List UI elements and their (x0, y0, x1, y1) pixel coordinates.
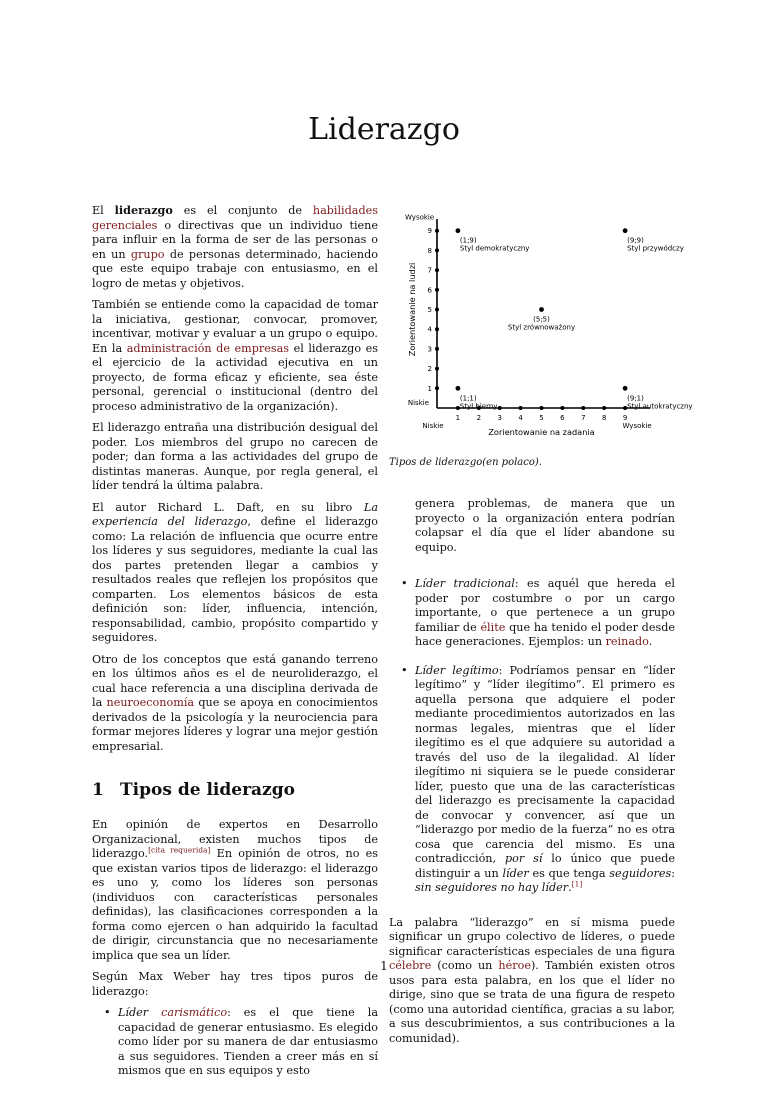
link-elite[interactable]: élite (480, 620, 506, 634)
x-tick-label: 3 (497, 414, 502, 422)
y-axis-high-label: Wysokie (405, 213, 435, 222)
y-tick-mark (435, 288, 439, 292)
data-point (456, 228, 461, 233)
x-axis-high-label: Wysokie (622, 422, 652, 430)
leader-types-list (92, 1006, 378, 1079)
x-tick-label: 5 (539, 414, 544, 422)
x-tick-label: 2 (476, 414, 482, 422)
figure-caption: Tipos de liderazgo(en polaco). (389, 457, 542, 468)
data-point-coord-label: (1;9) (459, 236, 477, 245)
x-tick-mark (581, 406, 585, 410)
data-point (456, 386, 461, 391)
x-axis-title: Zorientowanie na zadania (488, 427, 595, 437)
y-tick-label: 8 (427, 246, 432, 255)
y-axis-low-label: Niskie (407, 399, 429, 407)
leader-types-list-continued (389, 577, 675, 896)
link-administracion-de-empresas[interactable]: administración de empresas (126, 341, 290, 355)
link-habilidades-gerenciales[interactable]: habilidades gerenciales (92, 204, 378, 232)
data-point (539, 307, 544, 312)
citation-needed-link[interactable]: [cita requerida] (148, 845, 211, 855)
x-tick-mark (519, 406, 523, 410)
page-number: 1 (380, 959, 388, 973)
x-tick-mark (602, 406, 606, 410)
paragraph-weber: Según Max Weber hay tres tipos puros de liderazgo: (92, 970, 378, 998)
paragraph-daft: El autor Richard L. Daft, en su libro La experiencia del liderazgo, define el liderazgo como: La relación de influencia que ocurre entre los líderes y sus seguidores, mediante la cual las dos partes pretenden llegar a cambios y resultados reales que reflejen los propósitos que comparten. Los elementos básicos de esta definición son: líder, influencia, intención, responsabilidad, cambio, propósito compartido y seguidores. (92, 500, 378, 644)
y-tick-label: 5 (427, 306, 432, 314)
y-tick-mark (435, 386, 439, 390)
link-grupo[interactable]: grupo (130, 247, 165, 261)
link-carismatico[interactable]: carismático (161, 1006, 228, 1019)
paragraph-palabra: La palabra “liderazgo” en sí misma puede significar un grupo colectivo de líderes, o puede significar características especiales de una figura célebre (como un héroe). También existen otros usos para esta palabra, en los que el líder no dirige, sino que se trata de una figura de respeto (como una autoridad científica, gracias a su labor, a sus descubrimientos, a sus contribuciones a la comunidad). (389, 915, 675, 1045)
y-tick-label: 2 (427, 365, 432, 374)
paragraph-capacidad: También se entiende como la capacidad de tomar la iniciativa, gestionar, convocar, promover, incentivar, motivar y evaluar a un grupo o equipo. En la administración de empresas el liderazgo es el ejercicio de la actividad ejecutiva en un proyecto, de forma eficaz y eficiente, sea éste personal, gerencial o institucional (dentro del proceso administrativo de la organización). (92, 298, 379, 413)
x-tick-label: 1 (455, 414, 461, 422)
x-tick-mark (498, 406, 502, 410)
x-tick-mark (560, 406, 564, 410)
data-point (623, 228, 628, 233)
x-axis-low-label: Niskie (422, 422, 444, 430)
data-point (623, 386, 628, 391)
link-reinado[interactable]: reinado (605, 635, 649, 648)
paragraph-neuroliderazgo: Otro de los conceptos que está ganando terreno en los últimos años es el de neuroliderazgo, el cual hace referencia a una disciplina derivada de la neuroeconomía que se apoya en conocimientos derivados de la psicología y la neurociencia para formar mejores líderes y lograr una mejor gestión empresarial. (92, 652, 378, 753)
x-tick-label: 4 (518, 414, 523, 422)
section-heading: 1 Tipos de liderazgo (92, 780, 295, 800)
y-tick-mark (435, 308, 439, 312)
y-axis-title: Zorientowanie na ludzi (407, 262, 417, 357)
x-tick-mark (540, 406, 544, 410)
y-tick-mark (435, 229, 439, 233)
y-tick-mark (435, 327, 439, 331)
paragraph-tipos: En opinión de expertos en Desarrollo Organizacional, existen muchos tipos de liderazgo.[cita requerida] En opinión de otros, no es que existan varios tipos de liderazgo: el liderazgo es uno y, como los líderes son personas (individuos con características personales definidas), las clasificaciones corresponden a la forma como ejercen o han adquirido la facultad de dirigir, circunstancia que no necesariamente implica que sea un líder. (92, 818, 379, 962)
y-tick-mark (435, 268, 439, 272)
y-tick-label: 7 (427, 266, 432, 275)
data-point-style-label: Styl demokratyczny (459, 244, 530, 253)
x-tick-label: 7 (581, 414, 586, 422)
list-item-legitimo: • Líder legítimo: Podríamos pensar en “líder legítimo” y “líder ilegítimo”. El primero es aquella persona que adquiere el poder mediante procedimientos autorizados en las normas legales, mientras que el líder ilegítimo es el que adquiere su autoridad a través del uso de la ilegalidad. Al líder ilegítimo ni siquiera se le puede considerar líder, puesto que una de las características del liderazgo es precisamente la capacidad de convocar y convencer, así que un “liderazgo por medio de la fuerza” no es otra cosa que carencia del mismo. Es una contradicción, por sí lo único que puede distinguir a un líder es que tenga seguidores: sin seguidores no hay líder.[1] (415, 664, 675, 896)
leadership-grid-chart (389, 208, 693, 443)
list-item-carismatico: • Líder carismático: es el que tiene la capacidad de generar entusiasmo. Es elegido como líder por su manera de dar entusiasmo a sus seguidores. Tienden a creer más en sí mismos que en sus equipos y esto (118, 1006, 378, 1079)
data-point-coord-label: (9;1) (627, 394, 644, 403)
page-title: Liderazgo (308, 112, 460, 147)
data-point-style-label: Styl zrównoważony (507, 323, 576, 332)
paragraph-poder: El liderazgo entraña una distribución desigual del poder. Los miembros del grupo no carecen de poder; dan forma a las actividades del grupo de distintas maneras. Aunque, por regla general, el líder tendrá la última palabra. (92, 421, 378, 492)
link-neuroeconomia[interactable]: neuroeconomía (106, 696, 195, 709)
x-tick-label: 9 (622, 414, 628, 422)
data-point-coord-label: (5;5) (533, 315, 550, 324)
y-tick-mark (435, 367, 439, 371)
y-tick-label: 3 (427, 345, 432, 354)
data-point-style-label: Styl bierny (459, 402, 498, 411)
y-tick-mark (435, 347, 439, 351)
reference-1-link[interactable]: [1] (571, 879, 583, 889)
list-item-tradicional: • Líder tradicional: es aquél que hereda el poder por costumbre o por un cargo importante, o que pertenece a un grupo familiar de élite que ha tenido el poder desde hace generaciones. Ejemplos: un reinado. (415, 577, 675, 650)
data-point-coord-label: (9;9) (627, 236, 644, 245)
y-tick-mark (435, 248, 439, 252)
x-tick-label: 6 (560, 414, 565, 422)
y-tick-label: 9 (427, 227, 432, 236)
intro-paragraph: El liderazgo es el conjunto de habilidades gerenciales o directivas que un individuo tiene para influir en la forma de ser de las personas o en un grupo de personas determinado, haciendo que este equipo trabaje con entusiasmo, en el logro de metas y objetivos. (92, 203, 378, 290)
y-tick-label: 1 (427, 384, 432, 393)
data-point-style-label: Styl autokratyczny (627, 402, 693, 411)
y-tick-label: 6 (427, 286, 432, 295)
data-point-coord-label: (1;1) (459, 394, 477, 403)
data-point-style-label: Styl przywódczy (627, 244, 684, 253)
list-item-continuation: genera problemas, de manera que un proyecto o la organización entera podrían colapsar el día que el líder abandone su equipo. (415, 497, 675, 554)
link-celebre[interactable]: célebre (389, 959, 432, 972)
y-tick-label: 4 (427, 325, 432, 334)
link-heroe[interactable]: héroe (498, 959, 531, 972)
x-tick-label: 8 (601, 414, 607, 422)
